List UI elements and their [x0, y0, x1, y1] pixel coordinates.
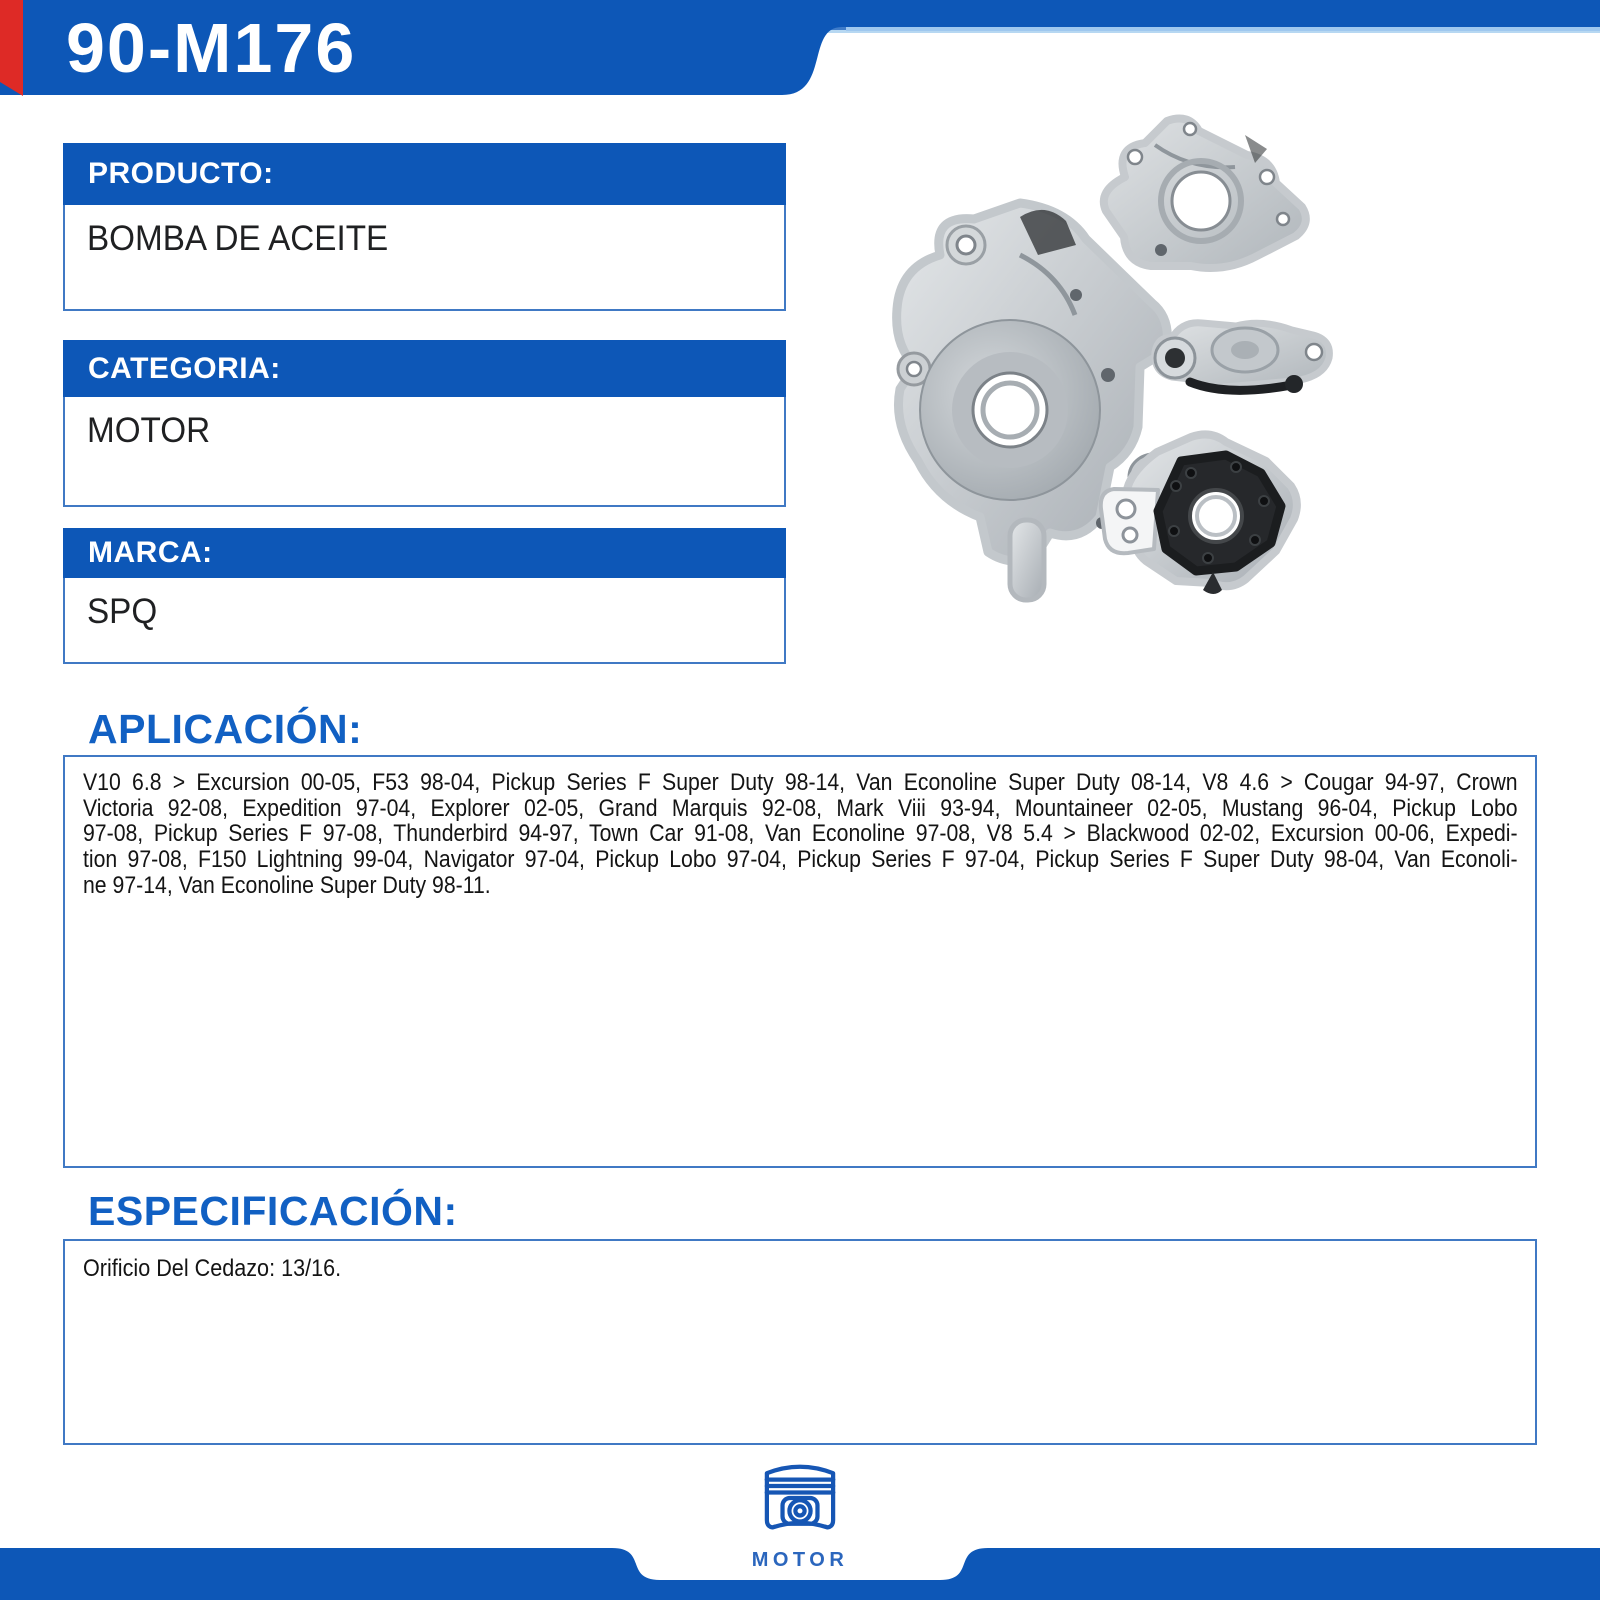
producto-label: PRODUCTO: — [88, 157, 274, 190]
red-ribbon-accent — [0, 0, 23, 96]
categoria-value: MOTOR — [87, 411, 211, 450]
aplicacion-heading: APLICACIÓN: — [88, 706, 363, 752]
producto-label-bar — [63, 143, 786, 205]
specification-text: Orificio Del Cedazo: 13/16. — [83, 1255, 342, 1282]
piston-icon — [754, 1454, 846, 1542]
application-text-line: Victoria 92-08, Expedition 97-04, Explorer 02-05, Grand Marquis 92-08, Mark Viii 93-94, Mountaineer 02-05, Mustang 96-04, Pickup Lobo — [83, 795, 1518, 822]
application-text-line: V10 6.8 > Excursion 00-05, F53 98-04, Pickup Series F Super Duty 98-14, Van Econoline Super Duty 08-14, V8 4.6 > Cougar 94-97, Crown — [83, 770, 1518, 796]
part-number-title: 90-M176 — [66, 9, 357, 87]
marca-value-box — [63, 578, 786, 664]
product-photos — [870, 105, 1550, 610]
categoria-label-bar — [63, 340, 786, 397]
marca-label-bar — [63, 528, 786, 578]
producto-value: BOMBA DE ACEITE — [87, 219, 389, 258]
application-text — [83, 771, 1518, 900]
categoria-label: CATEGORIA: — [88, 351, 281, 385]
application-text-line: 97-08, Pickup Series F 97-08, Thunderbird 94-97, Town Car 91-08, Van Econoline 97-08, V8 5.4 > Blackwood 02-02, Excursion 00-06, Expedi- — [83, 821, 1518, 848]
footer-category-label: MOTOR — [751, 1549, 849, 1571]
oil-pump-rear-housing-view — [1104, 119, 1306, 269]
marca-label: MARCA: — [88, 536, 213, 569]
application-text-line: tion 97-08, F150 Lightning 99-04, Navigator 97-04, Pickup Lobo 97-04, Pickup Series F 97-04, Pickup Series F Super Duty 98-04, Van Econoli- — [83, 847, 1518, 874]
especificacion-heading: ESPECIFICACIÓN: — [88, 1188, 458, 1234]
producto-value-box — [63, 205, 786, 311]
marca-value: SPQ — [87, 592, 158, 631]
oil-pump-side-view — [1155, 323, 1330, 393]
especificacion-box — [63, 1239, 1537, 1445]
categoria-value-box — [63, 397, 786, 507]
application-text-line: ne 97-14, Van Econoline Super Duty 98-11. — [83, 872, 491, 899]
aplicacion-box — [63, 755, 1537, 1168]
oil-pump-rotor-cover-view — [1101, 434, 1297, 594]
